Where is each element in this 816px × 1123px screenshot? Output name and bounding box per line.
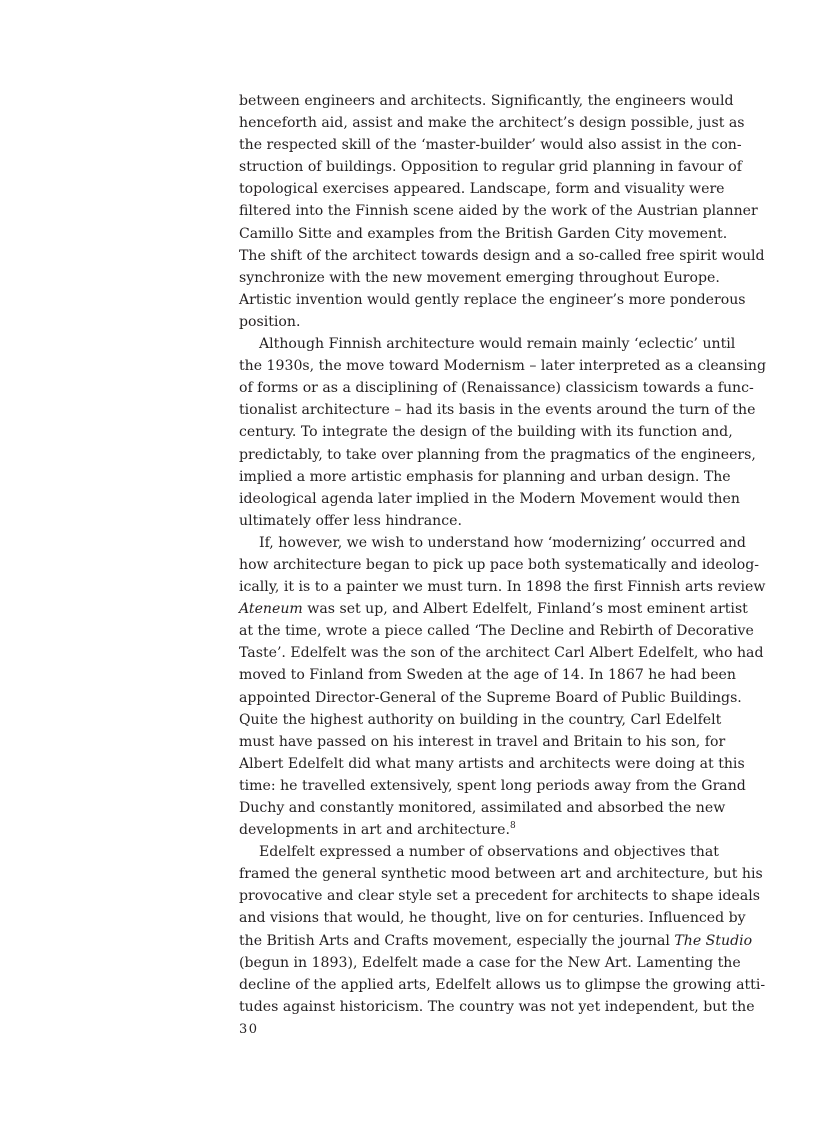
text-line — [239, 996, 755, 1018]
text-line — [239, 90, 734, 112]
text-segment: between engineers and architects. Significantly, the engineers would — [239, 93, 734, 109]
page-number: 30 — [239, 1022, 259, 1037]
text-segment: Duchy and constantly monitored, assimilated and absorbed the new — [239, 800, 726, 816]
text-segment: tionalist architecture – had its basis in the events around the turn of the — [239, 402, 756, 419]
paragraph — [239, 841, 766, 1018]
text-segment: the British Arts and Crafts movement, especially the journal — [239, 932, 675, 949]
text-line — [239, 311, 715, 333]
text-segment: at the time, wrote a piece called ‘The Decline and Rebirth of Decorative — [239, 623, 754, 640]
text-line — [239, 952, 741, 974]
text-line — [239, 333, 736, 355]
text-segment: henceforth aid, assist and make the architect’s design possible, just as — [239, 115, 745, 132]
text-line — [239, 399, 756, 421]
italic-title: Ateneum — [239, 601, 303, 618]
text-segment: Albert Edelfelt did what many artists and architects were doing at this — [239, 755, 745, 772]
text-segment: implied a more artistic emphasis for planning and urban design. The — [239, 468, 731, 485]
text-segment: The shift of the architect towards design and a so-called free spirit would — [239, 247, 765, 264]
text-segment: was set up, and Albert Edelfelt, Finland’s most eminent artist — [302, 601, 748, 618]
italic-title: The Studio — [674, 932, 753, 949]
text-line — [239, 377, 754, 399]
text-line — [239, 178, 725, 200]
text-line — [239, 289, 746, 311]
text-line — [239, 245, 765, 267]
text-segment: ultimately offer less hindrance. — [239, 512, 462, 529]
text-segment: Although Finnish architecture would remain mainly ‘eclectic’ until — [259, 336, 736, 353]
text-line — [239, 576, 766, 598]
text-line — [239, 156, 742, 178]
text-segment: of forms or as a disciplining of (Renaissance) classicism towards a func- — [239, 380, 754, 397]
text-line — [239, 267, 720, 289]
text-line — [239, 355, 766, 377]
paragraph — [239, 333, 766, 532]
text-line — [239, 907, 746, 929]
text-line — [239, 642, 764, 664]
text-line — [239, 134, 742, 156]
text-segment: tudes against historicism. The country was not yet independent, but the — [239, 998, 755, 1015]
text-line — [239, 841, 719, 863]
text-line — [239, 863, 763, 885]
text-segment: Taste’. Edelfelt was the son of the architect Carl Albert Edelfelt, who had — [239, 645, 764, 662]
text-line — [239, 797, 726, 819]
text-segment: framed the general synthetic mood between art and architecture, but his — [239, 866, 763, 883]
text-segment: (begun in 1893), Edelfelt made a case for the New Art. Lamenting the — [239, 954, 741, 971]
text-line — [239, 885, 760, 907]
text-segment: century. To integrate the design of the building with its function and, — [239, 424, 733, 441]
text-line — [239, 620, 754, 642]
footnote-ref: 8 — [509, 821, 516, 832]
paragraph — [239, 90, 765, 333]
text-line — [239, 421, 733, 443]
text-line — [239, 532, 746, 554]
text-line — [239, 687, 742, 709]
text-line — [239, 753, 745, 775]
text-segment: topological exercises appeared. Landscape, form and visuality were — [239, 181, 725, 198]
text-segment: synchronize with the new movement emerging throughout Europe. — [239, 269, 720, 286]
text-segment: Edelfelt expressed a number of observations and objectives that — [259, 844, 719, 861]
text-segment: predictably, to take over planning from the pragmatics of the engineers, — [239, 446, 756, 463]
text-segment: and visions that would, he thought, live on for centuries. Influenced by — [239, 910, 746, 927]
text-segment: how architecture began to pick up pace both systematically and ideolog- — [239, 556, 760, 573]
text-segment: time: he travelled extensively, spent long periods away from the Grand — [239, 777, 746, 794]
text-segment: must have passed on his interest in travel and Britain to his son, for — [239, 733, 726, 750]
body-text — [239, 90, 766, 1018]
text-line — [239, 488, 740, 510]
text-line — [239, 510, 715, 532]
text-segment: position. — [239, 313, 301, 330]
text-line — [239, 731, 726, 753]
text-segment: moved to Finland from Sweden at the age of 14. In 1867 he had been — [239, 667, 736, 684]
text-segment: ideological agenda later implied in the Modern Movement would then — [239, 490, 740, 507]
text-line — [239, 709, 722, 731]
text-line — [239, 112, 745, 134]
text-line — [239, 974, 766, 996]
text-line — [239, 775, 746, 797]
text-segment: Camillo Sitte and examples from the British Garden City movement. — [239, 225, 728, 242]
text-segment: struction of buildings. Opposition to regular grid planning in favour of — [239, 159, 742, 176]
text-line — [239, 554, 760, 576]
text-segment: ically, it is to a painter we must turn. In 1898 the first Finnish arts review — [239, 579, 766, 596]
text-line — [239, 930, 753, 952]
text-line — [239, 466, 731, 488]
text-line — [239, 444, 756, 466]
text-line — [239, 664, 736, 686]
text-segment: If, however, we wish to understand how ‘modernizing’ occurred and — [259, 534, 746, 551]
text-segment: provocative and clear style set a precedent for architects to shape ideals — [239, 888, 760, 905]
text-segment: Artistic invention would gently replace the engineer’s more ponderous — [239, 291, 746, 308]
text-line — [239, 200, 758, 222]
paragraph — [239, 532, 766, 841]
text-segment: the 1930s, the move toward Modernism – later interpreted as a cleansing — [239, 358, 766, 375]
text-line — [239, 598, 748, 620]
text-line — [239, 223, 728, 245]
text-segment: appointed Director-General of the Supreme Board of Public Buildings. — [239, 689, 742, 706]
text-segment: Quite the highest authority on building in the country, Carl Edelfelt — [239, 711, 722, 728]
text-segment: developments in art and architecture. — [239, 822, 510, 839]
text-segment: filtered into the Finnish scene aided by the work of the Austrian planner — [239, 203, 758, 220]
text-segment: decline of the applied arts, Edelfelt allows us to glimpse the growing atti- — [239, 976, 766, 993]
text-segment: the respected skill of the ‘master-builder’ would also assist in the con- — [239, 137, 742, 154]
text-line — [239, 819, 715, 841]
